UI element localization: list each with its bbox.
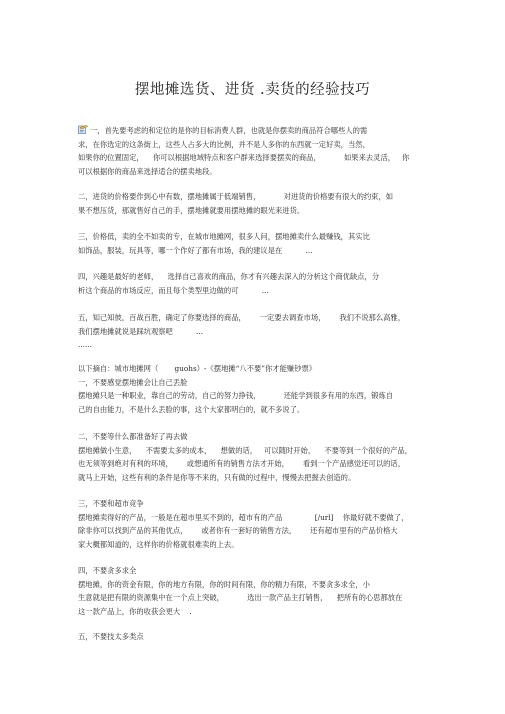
paragraph-line: 摆地摊只是一种职业，靠自己的劳动，自己的努力挣钱， 还能学到很多有用的东西，锻炼自	[78, 391, 394, 400]
section-heading: 一，不要感觉摆地摊会让自己丢脸	[78, 377, 188, 387]
paragraph-line: 三，价格低，卖的全不如卖的专，在城市地摊网，很多人问，摆地摊卖什么最赚钱，其实比	[78, 232, 370, 241]
paragraph-line: 就马上开始，这些有利的条件是你等不来的，只有做的过程中，慢慢去把握去创造的。	[78, 472, 356, 482]
excerpt-section	[78, 362, 438, 416]
intro-paragraph	[78, 124, 438, 178]
paragraph-line: 析这个商品的市场反应，而且每个类型里边做的可 ...	[78, 285, 269, 295]
paragraph-line: 生意就是把有限的资源集中在一个点上突破， 选出一款产品主打销售， 把所有的心思都放在	[78, 593, 403, 602]
excerpt-section-3	[78, 497, 438, 551]
intro-line: 求，在你选定的这条街上，这些人占多大的比例，并不是人多你的东西就一定好卖，当然，	[78, 139, 370, 149]
section-heading: 四，不要贪多求全	[78, 566, 137, 575]
paragraph-line: 如饰品，服装，玩具等，哪一个作好了都有市场，我的建议是在 ...	[78, 245, 313, 255]
paragraph-line: 摆地摊，你的资金有限，你的地方有限，你的时间有限，你的精力有限，不要贪多求全，小	[78, 579, 370, 589]
paragraph-3	[78, 230, 438, 257]
paragraph-line: 四，兴趣是最好的老师， 选择自己喜欢的商品，你才有兴趣去深入的分析这个商优缺点，分	[78, 272, 380, 281]
excerpt-section-4	[78, 564, 438, 618]
paragraph-line: 除非你可以找到产品的其他优点， 或者你有一套好的销售方法， 还有超市里有的产品价格大	[78, 526, 398, 535]
paragraph-line: 摆地摊卖得好的产品，一般是在超市里买不到的，超市有的产品 [/url] 你最好就不要做了，	[78, 512, 409, 522]
page-title: 摆地摊选货、进货 .卖货的经验技巧	[134, 82, 371, 98]
paragraph-line: 己的自由能力，不是什么丢脸的事，这个大家都明白的，就不多说了。	[78, 404, 305, 414]
paragraph-4	[78, 270, 438, 297]
excerpt-source-line: 以下摘自：城市地摊网（ guohs）-《摆地摊“八不要”你才能赚钞票》	[78, 364, 317, 373]
paragraph-line: 我们摆地摊就说是踩坑观察吧 ...	[78, 326, 204, 336]
intro-line: 如果你的位置固定， 你可以根据地域特点和客户群来选择要摆卖的商品， 如果来去灵活， 你	[78, 153, 410, 162]
pencil-note-icon	[78, 125, 88, 134]
paragraph-line: 这一款产品上，你的收获会更大 .	[78, 606, 192, 616]
intro-line	[78, 124, 438, 138]
paragraph-5	[78, 311, 438, 352]
intro-line: 可以根据你的商品来选择适合的摆卖地段。	[78, 166, 217, 176]
excerpt-section-5	[78, 630, 438, 644]
paragraph-line: 果不想压货，那就售好自己的手，摆地摊就要用摆地摊的眼光来进货。	[78, 205, 305, 215]
paragraph-line: 五，知己知彼，百战百胜，确定了你要选择的商品， 一定要去调查市场， 我们不说那么高雅，	[78, 313, 406, 322]
paragraph-line: ......	[78, 340, 92, 349]
intro-line-text: 一，首先要考虑的和定位的是你的目标消费人群，也就是你摆卖的商品符合哪些人的需	[90, 126, 368, 135]
section-heading: 二，不要等什么都准备好了再去做	[78, 432, 188, 441]
paragraph-line: 二，进货的价格要作到心中有数，摆地摊属于低端销售， 对进货的价格要有很大的约束，如	[78, 192, 394, 201]
section-heading: 五，不要技太多类点	[78, 632, 144, 641]
paragraph-line: 也无须等到绝对有利的环境， 或想通所有的销售方法才开始， 看到一个产品感觉还可以的话，	[78, 459, 406, 468]
paragraph-2	[78, 190, 438, 217]
paragraph-line: 摆地摊做小生意， 不需要太多的成本， 想做的话， 可以随时开始， 不要等到一个很好的产品，	[78, 445, 412, 455]
excerpt-section-2	[78, 430, 438, 484]
section-heading: 三，不要和超市竞争	[78, 499, 144, 508]
paragraph-line: 家大概都知道的，这样你的价格就很难卖的上去。	[78, 539, 239, 549]
